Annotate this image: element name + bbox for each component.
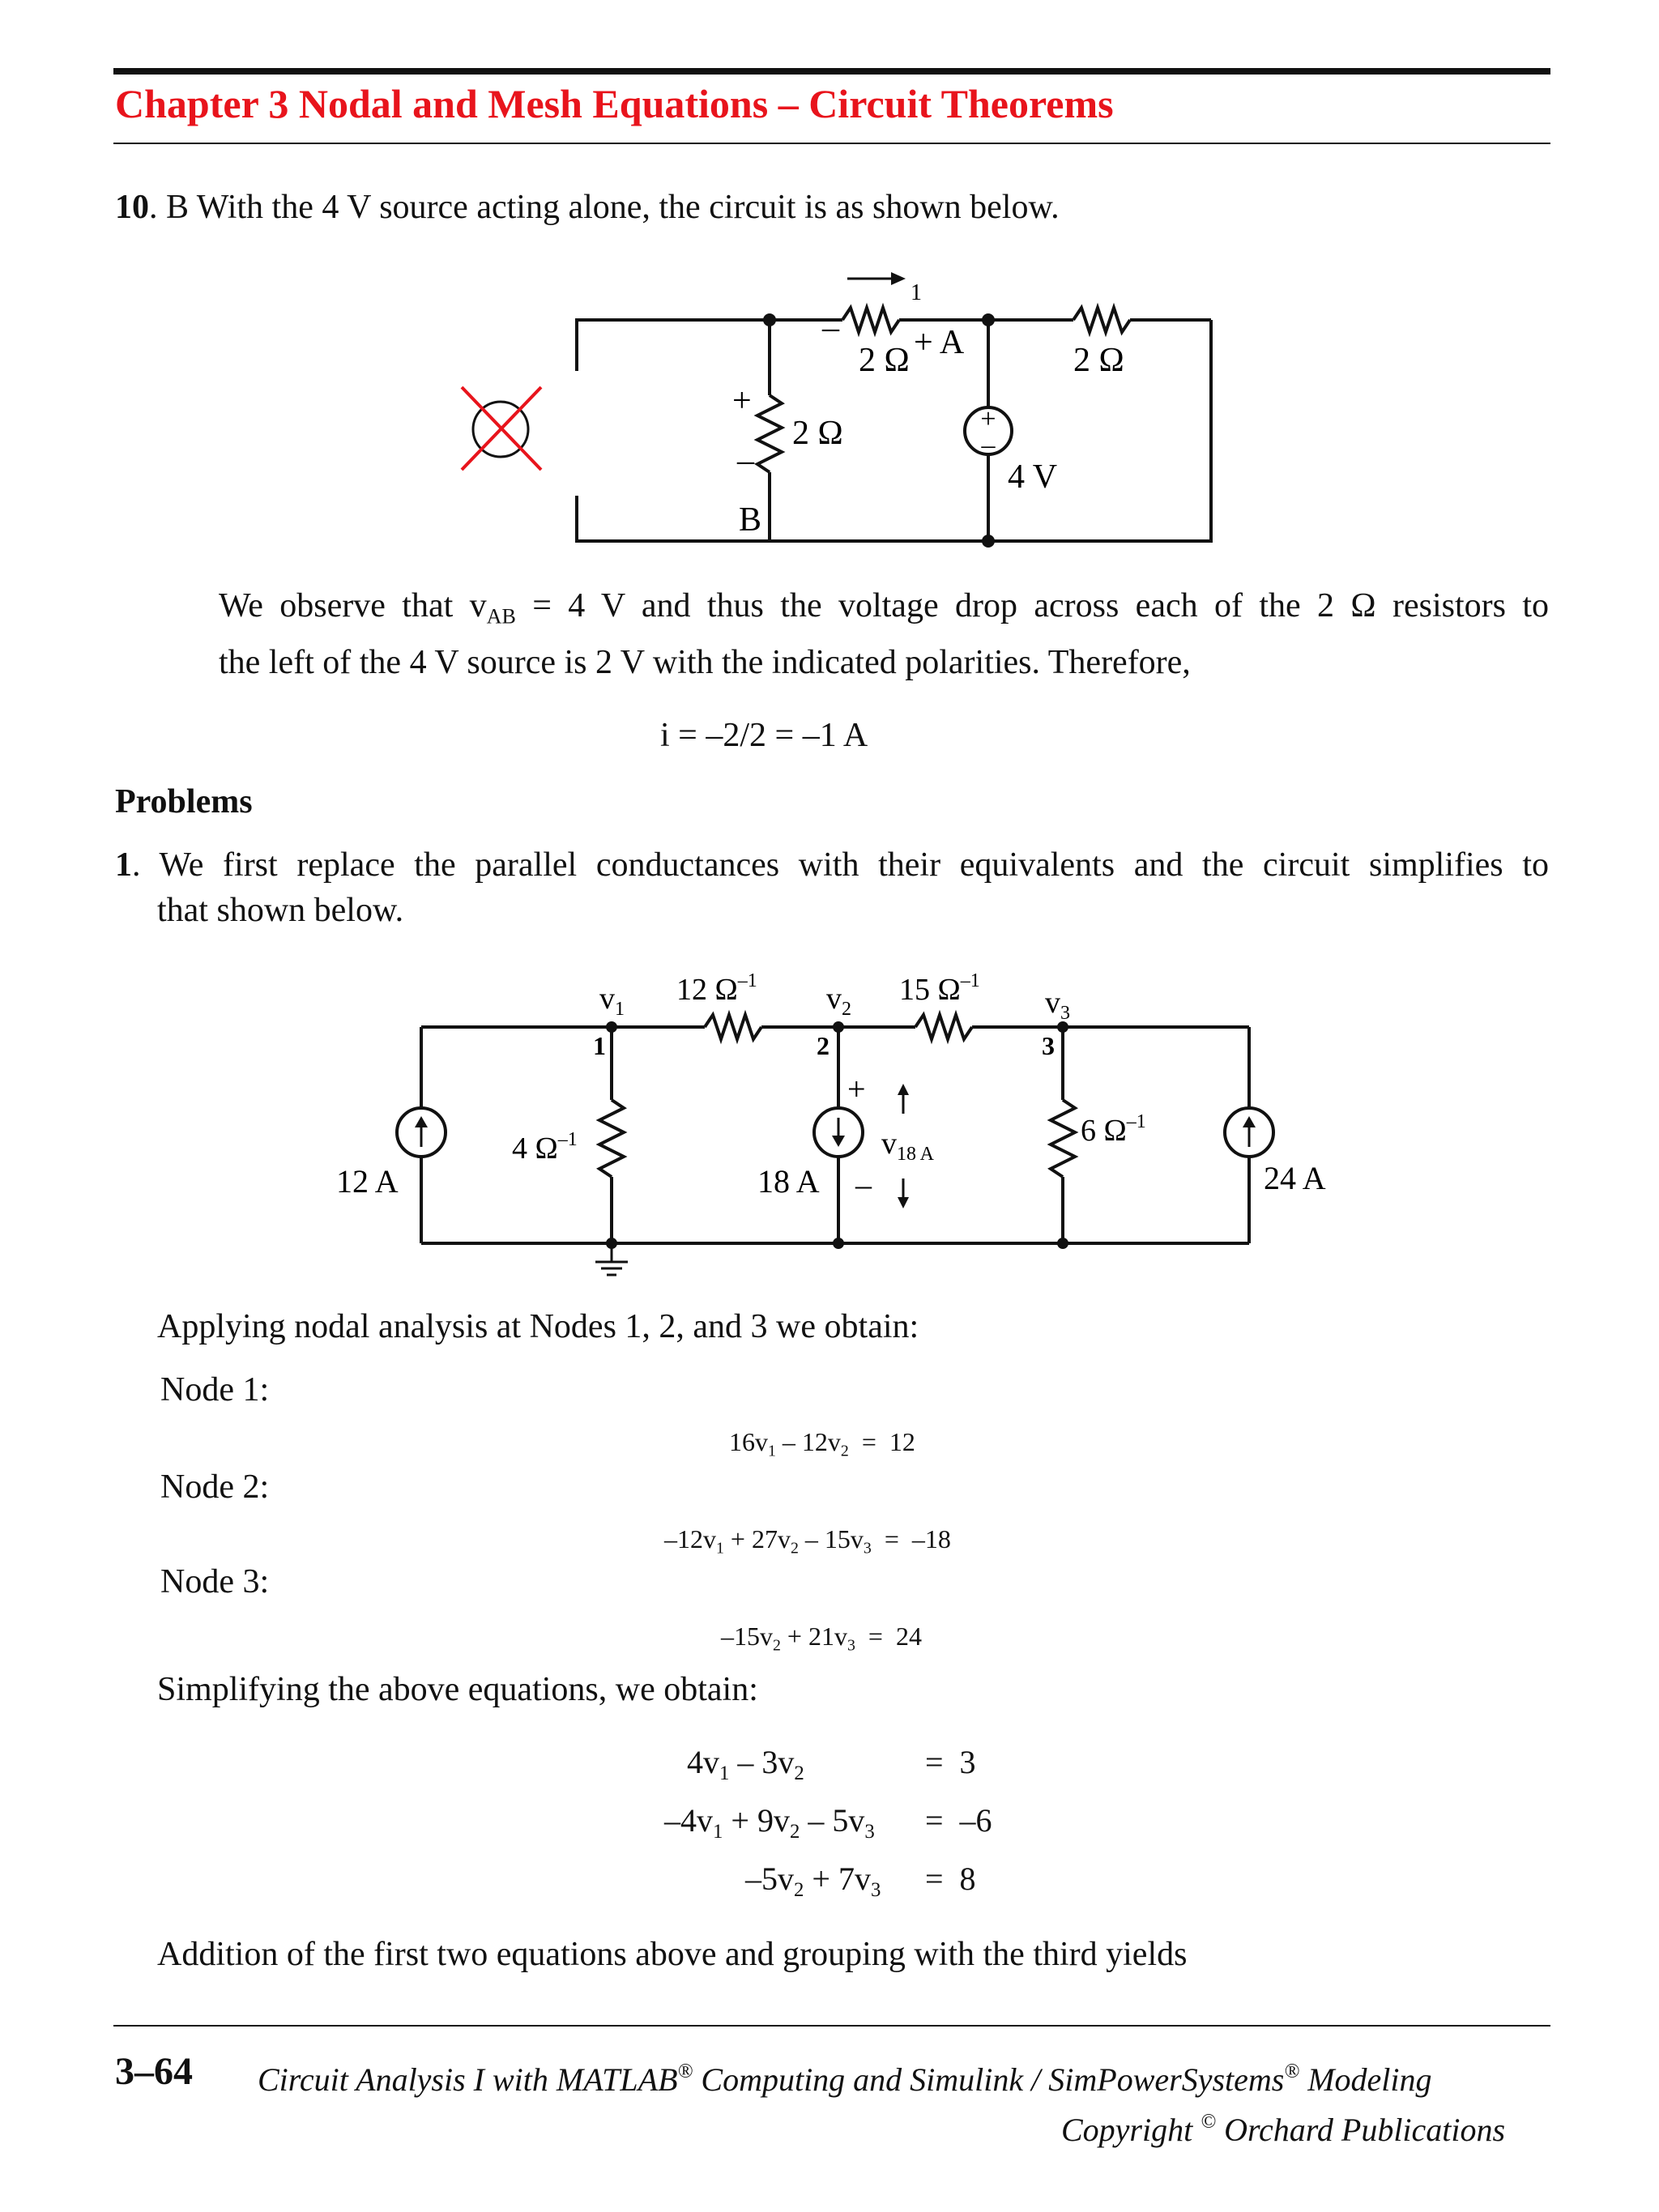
applying-text: Applying nodal analysis at Nodes 1, 2, and 3 we obtain: bbox=[157, 1308, 919, 1345]
node-dot bbox=[982, 313, 995, 326]
book-title: Circuit Analysis I with MATLAB® Computing and Simulink / SimPowerSystems® Modeling bbox=[258, 2061, 1432, 2099]
node1-marker: 1 bbox=[593, 1031, 606, 1060]
item10-lead: B With the bbox=[166, 189, 313, 226]
minus-left-label: – bbox=[737, 442, 754, 479]
plus-sign: + bbox=[847, 1071, 866, 1107]
node3-text: Node 3: bbox=[160, 1563, 270, 1600]
resistor-mid-label: 2 Ω bbox=[792, 415, 843, 452]
source-12A-label: 12 A bbox=[336, 1163, 399, 1200]
item10-rest: source acting alone, the circuit is as shown below. bbox=[379, 189, 1060, 226]
node2-marker: 2 bbox=[817, 1031, 830, 1060]
plus-A-label: + A bbox=[914, 324, 965, 361]
g12-label: 12 $\Omega^{-1}$ bbox=[676, 970, 757, 1007]
simplified-equation-1-rhs: = 3 bbox=[925, 1744, 976, 1780]
item10-number: 10 bbox=[115, 189, 149, 226]
observation-line-1: We observe that $v_{AB} = 4$ V and thus the voltage drop across each of the 2 Ω resistors to bbox=[219, 587, 1550, 629]
source-24A-label: 24 A bbox=[1264, 1160, 1326, 1196]
page-number: 3–64 bbox=[115, 2050, 193, 2093]
node1-equation: $16v_1 - 12v_2 = 12$ bbox=[729, 1427, 915, 1460]
problems-heading: Problems bbox=[115, 783, 253, 820]
simplifying-text: Simplifying the above equations, we obtain: bbox=[157, 1671, 758, 1708]
item10-source: 4 V bbox=[322, 189, 371, 226]
node3-marker: 3 bbox=[1042, 1031, 1055, 1060]
minus-top-label: – bbox=[822, 309, 839, 347]
circuit-diagram-2 bbox=[0, 931, 1659, 1296]
resistor-top-label: 2 Ω bbox=[859, 342, 910, 379]
v18-label: $v_{18 A}$ bbox=[881, 1127, 935, 1165]
resistor-right-label: 2 Ω bbox=[1073, 342, 1124, 379]
observation-line-2: the left of the 4 V source is 2 V with the indicated polarities. Therefore, bbox=[219, 644, 1191, 681]
ground-icon bbox=[595, 1243, 628, 1275]
node2-text: Node 2: bbox=[160, 1468, 270, 1506]
plus-left-label: + bbox=[732, 382, 752, 420]
src-minus: – bbox=[981, 430, 996, 460]
g15-label: 15 $\Omega^{-1}$ bbox=[899, 970, 980, 1007]
simplified-equation-1: $4v_1 - 3v_2$ bbox=[687, 1744, 804, 1784]
node-dot bbox=[982, 535, 995, 548]
removed-source-icon bbox=[462, 387, 541, 470]
simplified-equation-3: $-5v_2 + 7v_3$ bbox=[745, 1860, 881, 1901]
result-equation: i = –2/2 = –1 A bbox=[660, 717, 868, 754]
B-label: B bbox=[739, 501, 762, 539]
simplified-equation-3-rhs: = 8 bbox=[925, 1860, 976, 1897]
footer-rule bbox=[113, 2025, 1550, 2027]
circuit-diagram-1 bbox=[0, 0, 1659, 567]
src-plus: + bbox=[980, 404, 996, 434]
v2-label: $v_2$ bbox=[826, 982, 851, 1020]
voltage-label: 4 V bbox=[1008, 458, 1058, 496]
simplified-equation-2: $-4v_1 + 9v_2 - 5v_3$ bbox=[664, 1802, 875, 1843]
node2-equation: $-12v_1 + 27v_2 - 15v_3 = -18$ bbox=[664, 1524, 951, 1558]
node-dot bbox=[763, 313, 776, 326]
v-AB: $v_{AB}$ bbox=[469, 587, 516, 629]
v1-label: $v_1$ bbox=[599, 982, 625, 1020]
g4-label: 4 $\Omega^{-1}$ bbox=[512, 1129, 578, 1166]
g6-label: 6 $\Omega^{-1}$ bbox=[1081, 1111, 1146, 1148]
minus-sign: – bbox=[855, 1166, 872, 1203]
node1-text: Node 1: bbox=[160, 1371, 270, 1409]
copyright: Copyright © Orchard Publications bbox=[1061, 2111, 1506, 2149]
addition-text: Addition of the first two equations above and grouping with the third yields bbox=[157, 1936, 1188, 1973]
chapter-title: Chapter 3 Nodal and Mesh Equations – Circuit Theorems bbox=[115, 81, 1114, 126]
problem1-line-1: 1. We first replace the parallel conductances with their equivalents and the circuit simplifies to bbox=[115, 846, 1550, 884]
simplified-equation-2-rhs: = –6 bbox=[925, 1802, 992, 1839]
v3-label: $v_3$ bbox=[1045, 986, 1070, 1024]
source-18A-label: 18 A bbox=[757, 1163, 820, 1200]
current-label: 1 bbox=[911, 280, 922, 305]
problem1-line-2: that shown below. bbox=[157, 892, 404, 929]
node3-equation: $-15v_2 + 21v_3 = 24$ bbox=[721, 1622, 922, 1655]
item10-intro: 10. B With the 4 V source acting alone, the circuit is as shown below. bbox=[115, 189, 1060, 226]
